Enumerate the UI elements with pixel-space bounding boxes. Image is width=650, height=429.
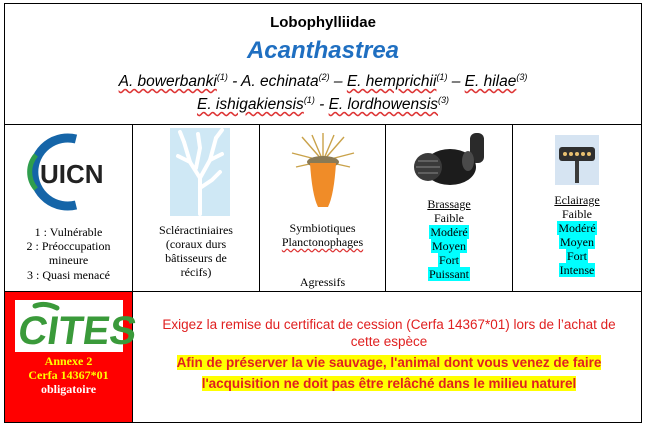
species-line-2: [5, 95, 641, 114]
cites-annex-line: obligatoire: [40, 382, 97, 396]
warning-line: Afin de préserver la vie sauvage, l'animal dont vous venez de faire: [176, 355, 602, 370]
species-name: A. echinata: [241, 73, 319, 91]
species-name: A. bowerbanki: [118, 73, 217, 91]
iucn-cell: [5, 125, 133, 291]
iucn-logo-text: UICN: [40, 159, 104, 189]
reef-light-icon: [555, 135, 599, 185]
species-ref: (1): [216, 72, 228, 82]
light-level: Intense: [559, 263, 595, 277]
light-level: Faible: [562, 207, 592, 221]
family-name: Lobophylliidae: [270, 14, 376, 31]
iucn-logo-icon: [14, 131, 124, 213]
cites-logo-graphic: [15, 300, 140, 353]
light-level: Moyen: [560, 235, 594, 249]
species-ref: (2): [318, 72, 330, 82]
separator: -: [227, 73, 242, 91]
wave-pump-icon: [410, 131, 498, 189]
iucn-list: [9, 225, 128, 282]
notice-cell: [137, 292, 641, 422]
notice-line: Exigez la remise du certificat de cession (Cerfa 14367*01) lors de l’achat de: [162, 317, 616, 332]
separator: –: [329, 73, 347, 91]
warning-line: l'acquisition ne doit pas être relâché dans le milieu naturel: [201, 376, 577, 391]
regulation-row: [5, 292, 641, 422]
cites-logo-text: CITES: [15, 308, 140, 353]
cites-annex: [5, 354, 132, 396]
certificate-notice: [143, 316, 635, 350]
iucn-item: 1 : Vulnérable: [34, 225, 103, 239]
behaviour-label: Agressifs: [299, 275, 346, 289]
separator: -: [314, 96, 329, 114]
flow-cell: [386, 125, 513, 291]
release-warning: [143, 352, 635, 394]
species-ref: (1): [303, 95, 315, 105]
cites-annex-line: Annexe 2: [44, 354, 93, 368]
light-level: Modéré: [558, 221, 596, 235]
species-sheet: [4, 3, 642, 423]
species-ref: (1): [436, 72, 448, 82]
light-levels: [517, 193, 637, 277]
flow-level: Modéré: [430, 225, 468, 239]
species-name: E. hilae: [464, 73, 517, 91]
iucn-item: 3 : Quasi menacé: [27, 268, 110, 282]
notice-line: cette espèce: [350, 334, 428, 349]
species-line-1: [5, 72, 641, 91]
anemone-icon: [288, 131, 358, 209]
flow-level: Puissant: [428, 267, 469, 281]
coral-text: [137, 223, 255, 279]
species-name: E. ishigakiensis: [196, 96, 304, 114]
header-section: [5, 4, 641, 125]
coral-line: récifs): [180, 265, 212, 279]
light-level: Fort: [566, 249, 587, 263]
genus-name: Acanthastrea: [246, 37, 400, 64]
cites-annex-line: Cerfa 14367*01: [28, 368, 109, 382]
species-ref: (3): [438, 95, 450, 105]
coral-line: (coraux durs: [165, 237, 227, 251]
flow-title: Brassage: [427, 197, 471, 211]
species-name: E. lordhowensis: [328, 96, 439, 114]
flow-level: Faible: [434, 211, 464, 225]
feeding-cell: [260, 125, 386, 291]
species-name: E. hemprichii: [346, 73, 437, 91]
species-ref: (3): [516, 72, 528, 82]
feeding-line: Planctonophages: [281, 235, 364, 249]
flow-level: Fort: [438, 253, 459, 267]
flow-levels: [390, 197, 508, 281]
separator: –: [447, 73, 465, 91]
cites-cell: [5, 292, 140, 422]
light-cell: [513, 125, 641, 291]
flow-level: Moyen: [432, 239, 466, 253]
cites-logo-icon: [15, 300, 140, 353]
coral-line: bâtisseurs de: [165, 251, 227, 265]
feeding-line: Symbiotiques: [289, 221, 356, 235]
info-row: [5, 125, 641, 292]
coral-type-cell: [133, 125, 260, 291]
feeding-text: [264, 221, 381, 249]
coral-line: Scléractiniaires: [159, 223, 233, 237]
light-title: Eclairage: [554, 193, 600, 207]
iucn-item: 2 : Préoccupation mineure: [26, 239, 111, 267]
coral-icon: [170, 128, 230, 216]
